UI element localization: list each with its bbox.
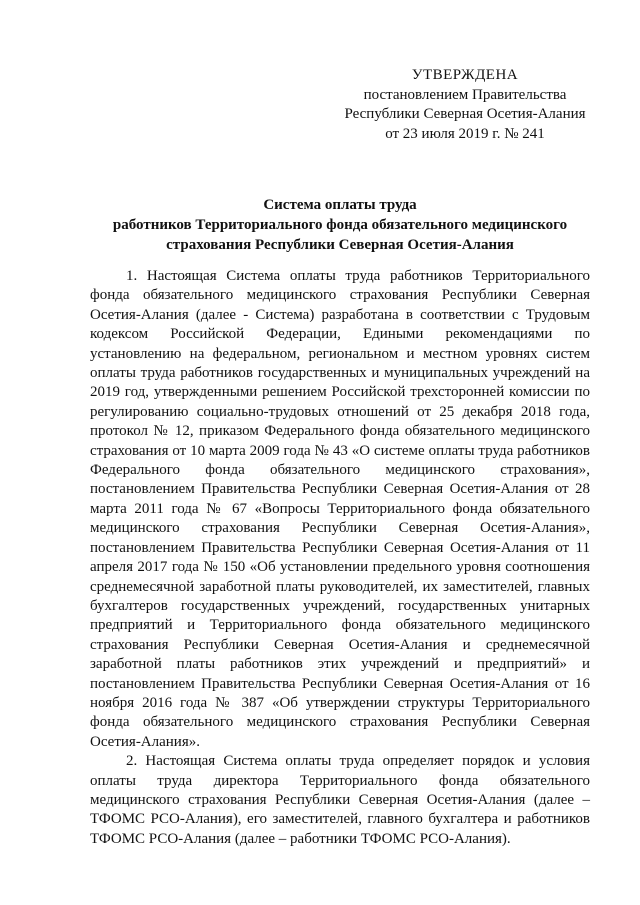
approval-line: Республики Северная Осетия-Алания (344, 106, 586, 122)
approval-date: от 23 июля 2019 г. № 241 (385, 125, 545, 142)
approval-block (340, 66, 590, 144)
title-line: работников Территориального фонда обязательного медицинского (112, 217, 568, 233)
title-line: Система оплаты труда (263, 197, 417, 213)
document-title (80, 195, 600, 255)
approval-line: постановлением Правительства (363, 86, 567, 103)
title-line: страхования Республики Северная Осетия-Алания (166, 237, 514, 253)
paragraph-2: 2. Настоящая Система оплаты труда определяет порядок и условия оплаты труда директора Территориального фонда обязательного медицинского страхования Республики Северная Осетия-Алания (далее – ТФОМС РСО-Алания), его заместителей, главного бухгалтера и работников ТФОМС РСО-Алания (далее – работники ТФОМС РСО-Алания). (90, 753, 590, 847)
paragraph-1: 1. Настоящая Система оплаты труда работников Территориального фонда обязательного медицинского страхования Республики Северная Осетия-Алания (далее - Система) разработана в соответствии с Трудовым кодексом Российской Федерации, Едиными рекомендациями по установлению на федеральном, региональном и местном уровнях систем оплаты труда работников государственных и муниципальных учреждений на 2019 год, утвержденными решением Российской трехсторонней комиссии по регулированию социально-трудовых отношений от 25 декабря 2018 года, протокол № 12, приказом Федерального фонда обязательного медицинского страхования от 10 марта 2009 года № 43 «О системе оплаты труда работников Федерального фонда обязательного медицинского страхования», постановлением Правительства Республики Северная Осетия-Алания от 28 марта 2011 года № 67 «Вопросы Территориального фонда обязательного медицинского страхования Республики Северная Осетия-Алания», постановлением Правительства Республики Северная Осетия-Алания от 11 апреля 2017 года № 150 «Об установлении предельного уровня соотношения среднемесячной заработной платы руководителей, их заместителей, главных бухгалтеров государственных учреждений, государственных унитарных предприятий и Территориального фонда обязательного медицинского страхования Республики Северная Осетия-Алания и среднемесячной заработной платы работников этих учреждений и предприятий» и постановлением Правительства Республики Северная Осетия-Алания от 16 ноября 2016 года № 387 «Об утверждении структуры Территориального фонда обязательного медицинского страхования Республики Северная Осетия-Алания». (90, 268, 590, 750)
approval-heading: УТВЕРЖДЕНА (411, 67, 519, 83)
document-body (90, 267, 590, 849)
